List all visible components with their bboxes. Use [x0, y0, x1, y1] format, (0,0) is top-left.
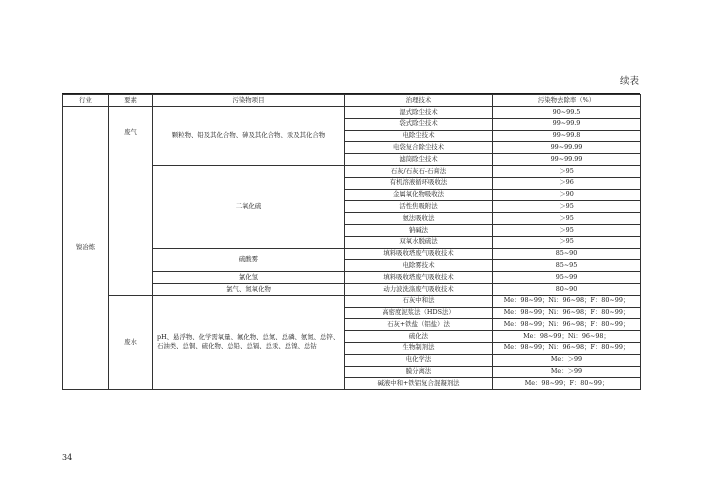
pollution-treatment-table	[62, 94, 641, 390]
technology-cell: 钠碱法	[345, 224, 493, 236]
technology-cell: 石灰+铁盐（铝盐）法	[345, 319, 493, 331]
technology-cell: 石灰/石灰石-石膏法	[345, 165, 493, 177]
header-element: 要素	[109, 95, 153, 107]
continued-label: 续表	[620, 76, 640, 87]
table-row	[63, 107, 641, 119]
technology-cell: 滤筒除尘技术	[345, 154, 493, 166]
technology-cell: 有机溶液循环吸收法	[345, 177, 493, 189]
technology-cell: 金属氧化物吸收法	[345, 189, 493, 201]
removal-rate-cell: ＞95	[493, 165, 641, 177]
table-header-row	[63, 95, 641, 107]
technology-cell: 硫化法	[345, 331, 493, 343]
pollutant-cell: 硫酸雾	[153, 248, 345, 272]
removal-rate-cell: 90~99.5	[493, 107, 641, 119]
technology-cell: 填料吸收塔废气吸收技术	[345, 248, 493, 260]
removal-rate-cell: ＞95	[493, 224, 641, 236]
removal-rate-cell: ＞95	[493, 213, 641, 225]
removal-rate-cell: Me：98~99；Ni：96~98；	[493, 331, 641, 343]
removal-rate-cell: ＞95	[493, 236, 641, 248]
technology-cell: 动力波洗涤废气吸收技术	[345, 283, 493, 295]
removal-rate-cell: 99~99.8	[493, 130, 641, 142]
removal-rate-cell: 95~99	[493, 272, 641, 284]
pollutant-cell: 氯化氢	[153, 272, 345, 284]
element-cell-wastewater: 废水	[109, 295, 153, 389]
technology-cell: 电袋复合除尘技术	[345, 142, 493, 154]
removal-rate-cell: Me：＞99	[493, 366, 641, 378]
header-technology: 治理技术	[345, 95, 493, 107]
technology-cell: 湿式除尘技术	[345, 107, 493, 119]
page-number: 34	[62, 453, 73, 462]
header-removal-rate: 污染物去除率（%）	[493, 95, 641, 107]
removal-rate-cell: 80~90	[493, 283, 641, 295]
removal-rate-cell: Me：98~99；Ni：96~98；F：80~99；	[493, 342, 641, 354]
technology-cell: 电除雾技术	[345, 260, 493, 272]
pollutant-cell: 氯气、氮氧化物	[153, 283, 345, 295]
technology-cell: 膜分离法	[345, 366, 493, 378]
removal-rate-cell: 99~99.99	[493, 154, 641, 166]
industry-cell: 镍冶炼	[63, 107, 109, 390]
technology-cell: 袋式除尘技术	[345, 118, 493, 130]
technology-cell: 活性焦吸附法	[345, 201, 493, 213]
removal-rate-cell: ＞90	[493, 189, 641, 201]
technology-cell: 碱液中和+铁铝复合混凝剂法	[345, 378, 493, 390]
header-industry: 行业	[63, 95, 109, 107]
technology-cell: 填料吸收塔废气吸收技术	[345, 272, 493, 284]
removal-rate-cell: Me：＞99	[493, 354, 641, 366]
technology-cell: 双氧水脱硫法	[345, 236, 493, 248]
technology-cell: 高密度泥浆法（HDS法）	[345, 307, 493, 319]
technology-cell: 电除尘技术	[345, 130, 493, 142]
removal-rate-cell: Me：98~99；Ni：96~98；F：80~99；	[493, 319, 641, 331]
technology-cell: 电化学法	[345, 354, 493, 366]
technology-cell: 氨法吸收法	[345, 213, 493, 225]
removal-rate-cell: 85~90	[493, 248, 641, 260]
removal-rate-cell: Me：98~99；Ni：96~98；F：80~99；	[493, 295, 641, 307]
element-cell-exhaust: 废气	[109, 107, 153, 296]
removal-rate-cell: ＞96	[493, 177, 641, 189]
removal-rate-cell: 99~99.9	[493, 118, 641, 130]
pollutant-cell: 二氧化硫	[153, 165, 345, 248]
pollutant-cell: 颗粒物、铅及其化合物、砷及其化合物、汞及其化合物	[153, 107, 345, 166]
removal-rate-cell: ＞95	[493, 201, 641, 213]
technology-cell: 生物制剂法	[345, 342, 493, 354]
header-pollutant: 污染物项目	[153, 95, 345, 107]
table-row	[63, 295, 641, 307]
technology-cell: 石灰中和法	[345, 295, 493, 307]
removal-rate-cell: Me：98~99；F：80~99；	[493, 378, 641, 390]
removal-rate-cell: 85~95	[493, 260, 641, 272]
pollutant-cell: pH、悬浮物、化学需氧量、氟化物、总氮、总磷、氨氮、总锌、石油类、总铜、硫化物、总铅、总镉、总汞、总镍、总钴	[153, 295, 345, 389]
removal-rate-cell: Me：98~99；Ni：96~98；F：80~99；	[493, 307, 641, 319]
removal-rate-cell: 99~99.99	[493, 142, 641, 154]
